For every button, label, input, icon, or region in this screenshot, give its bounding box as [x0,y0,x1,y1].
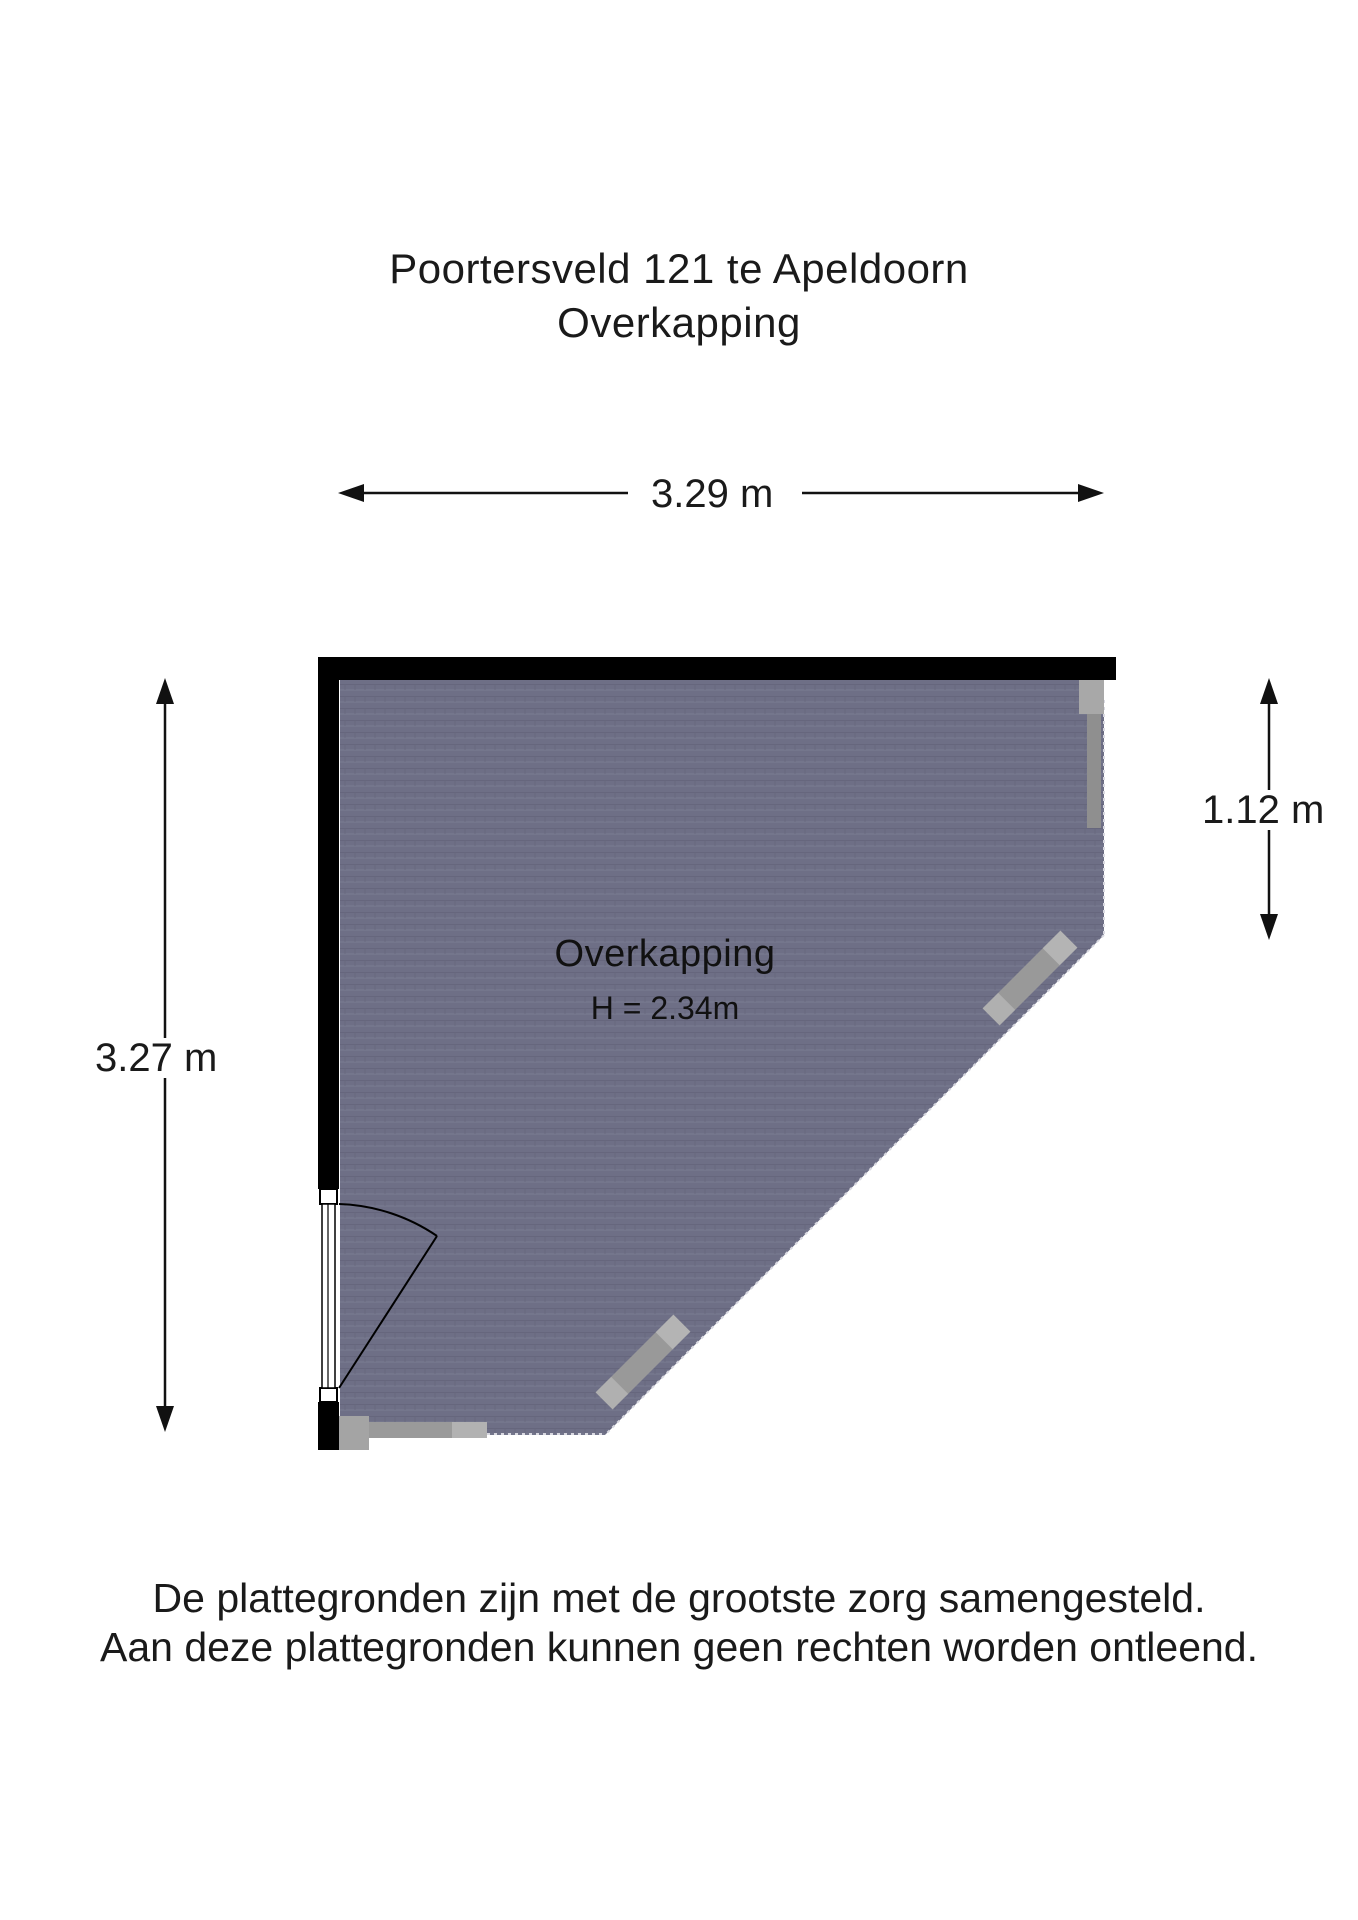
room-floor [340,678,1104,1435]
width-dimension-label: 3.29 m [645,474,779,514]
room-name-label: Overkapping [554,933,776,975]
disclaimer-line-1: De plattegronden zijn met de grootste zorg samengesteld. [152,1575,1206,1621]
side-dimension-label: 1.12 m [1202,788,1325,832]
left-wall-lower [318,1402,339,1450]
disclaimer-line-2: Aan deze plattegronden kunnen geen rechten worden ontleend. [99,1624,1258,1670]
floor-title: Overkapping [557,299,801,346]
depth-dimension-label: 3.27 m [95,1036,218,1080]
left-wall-upper [318,657,339,1189]
address-title: Poortersveld 121 te Apeldoorn [389,245,969,292]
top-wall [318,657,1116,680]
room-height-label: H = 2.34m [590,990,740,1026]
